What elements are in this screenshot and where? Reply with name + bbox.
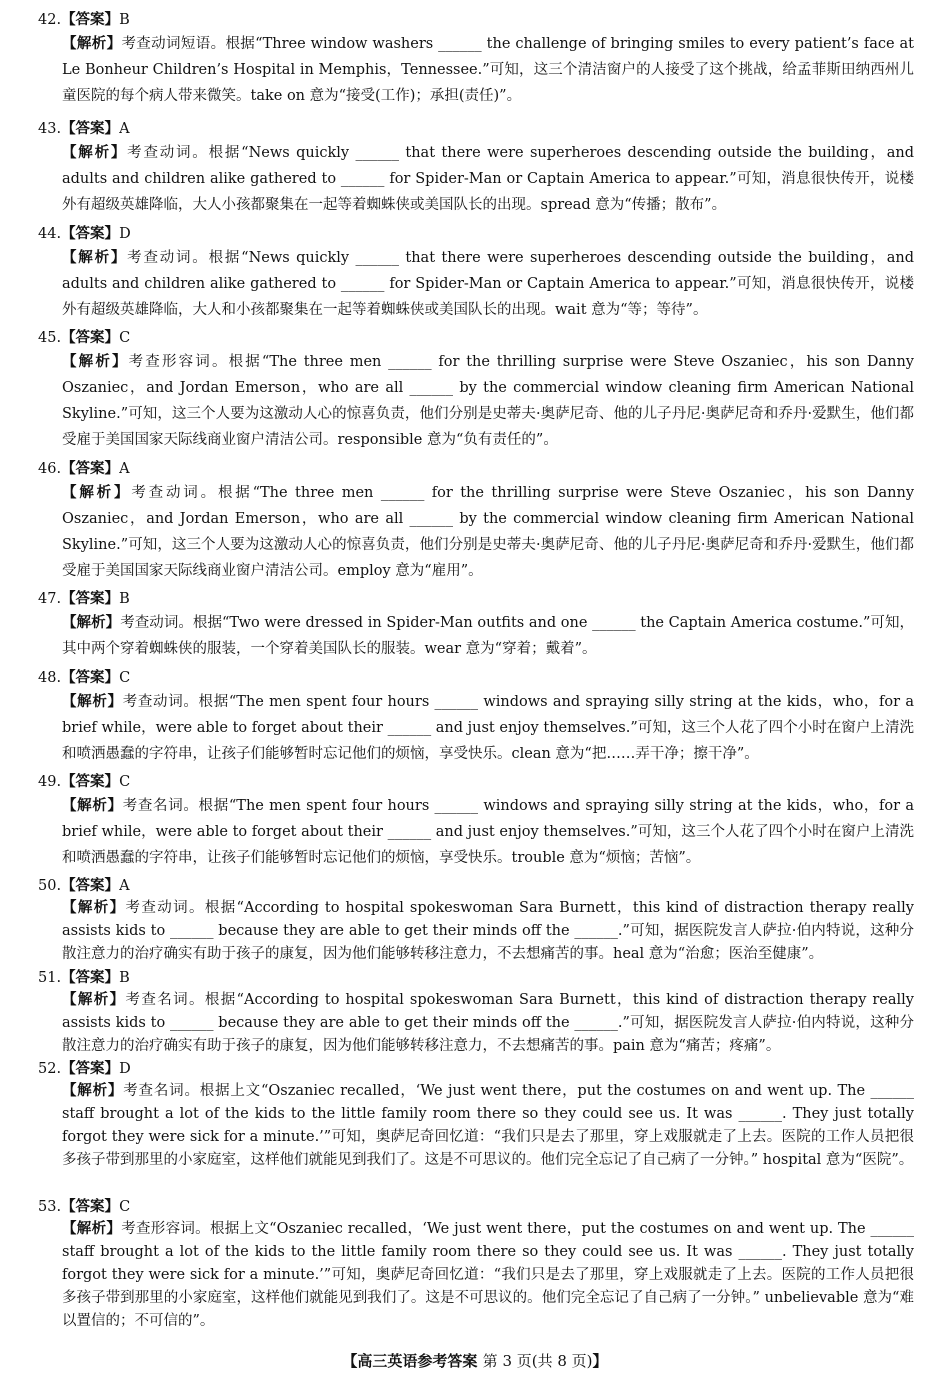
- answer-line: 52.【答案】D: [38, 1061, 131, 1077]
- answer-letter: A: [119, 878, 130, 894]
- explanation: 【解析】考查形容词。根据上文“Oszaniec recalled，‘We just went there，put the costumes on and went up. The ______ staff brought a lot of the kids to the little family room there so they could see us. It was ______. They just totally forgot they were sick for a minute.’”可知，奥萨尼奇回忆道：“我们只是去了那里，穿上戏服就走了上去。医院的工作人员把很多孩子带到那里的小家庭室，这样他们就能见到我们了。这是不可思议的。他们完全忘记了自己病了一分钟。” unbelievable 意为“难以置信的；不可信的”。: [62, 1221, 914, 1329]
- explanation: 【解析】考查名词。根据“According to hospital spokeswoman Sara Burnett，this kind of distraction therapy really assists kids to ______ because they are able to get their minds off the ______.”可知，据医院发言人萨拉·伯内特说，这种分散注意力的治疗确实有助于孩子的康复，因为他们能够转移注意力，不去想痛苦的事。pain 意为“痛苦；疼痛”。: [62, 992, 915, 1054]
- explanation: 【解析】考查动词。根据“News quickly ______ that there were superheroes descending outside the building，and adults and children alike gathered to ______ for Spider-Man or Captain America to appear.”可知，消息很快传开，说楼外有超级英雄降临，大人和小孩都聚集在一起等着蜘蛛侠或美国队长的出现。wait 意为“等；等待”。: [62, 250, 914, 318]
- answer-line: 47.【答案】B: [38, 591, 130, 607]
- footer-close-bracket: 】: [592, 1352, 608, 1370]
- answer-line: 42.【答案】B: [38, 12, 130, 28]
- answer-item-48: [38, 667, 914, 767]
- answer-item-53: [38, 1196, 914, 1333]
- explanation: 【解析】考查名词。根据“The men spent four hours ______ windows and spraying silly string at the kids，who，for a brief while，were able to forget about their ______ and just enjoy themselves.”可知，这三个人花了四个小时在窗户上清洗和喷洒愚蠢的字符串，让孩子们能够暂时忘记他们的烦恼，享受快乐。trouble 意为“烦恼；苦恼”。: [62, 798, 915, 866]
- answer-line: 43.【答案】A: [38, 121, 130, 137]
- answer-item-51: [38, 967, 914, 1058]
- footer-title: 【高三英语参考答案: [342, 1352, 478, 1370]
- answer-item-42: [38, 9, 914, 109]
- answer-letter: C: [119, 774, 131, 790]
- answer-letter: C: [119, 330, 131, 346]
- explanation: 【解析】考查动词。根据“News quickly ______ that there were superheroes descending outside the building，and adults and children alike gathered to ______ for Spider-Man or Captain America to appear.”可知，消息很快传开，说楼外有超级英雄降临，大人小孩都聚集在一起等着蜘蛛侠或美国队长的出现。spread 意为“传播；散布”。: [62, 145, 914, 213]
- answer-letter: A: [119, 121, 130, 137]
- answer-line: 45.【答案】C: [38, 330, 131, 346]
- answer-line: 49.【答案】C: [38, 774, 131, 790]
- answer-item-50: [38, 875, 914, 966]
- answer-letter: B: [119, 12, 130, 28]
- answer-letter: B: [119, 970, 130, 986]
- answer-item-43: [38, 118, 914, 218]
- answer-item-45: [38, 327, 914, 453]
- answer-letter: B: [119, 591, 130, 607]
- answer-line: 48.【答案】C: [38, 670, 131, 686]
- answer-line: 44.【答案】D: [38, 226, 131, 242]
- explanation: 【解析】考查动词短语。根据“Three window washers ______ the challenge of bringing smiles to every patient’s face at Le Bonheur Children’s Hospital in Memphis，Tennessee.”可知，这三个清洁窗户的人接受了这个挑战，给孟菲斯田纳西州儿童医院的每个病人带来微笑。take on 意为“接受(工作)；承担(责任)”。: [62, 36, 914, 104]
- answer-line: 51.【答案】B: [38, 970, 130, 986]
- explanation: 【解析】考查动词。根据“The men spent four hours ______ windows and spraying silly string at the kids，who，for a brief while，were able to forget about their ______ and just enjoy themselves.”可知，这三个人花了四个小时在窗户上清洗和喷洒愚蠢的字符串，让孩子们能够暂时忘记他们的烦恼，享受快乐。clean 意为“把……弄干净；擦干净”。: [62, 694, 915, 762]
- explanation: 【解析】考查动词。根据“According to hospital spokeswoman Sara Burnett，this kind of distraction therapy really assists kids to ______ because they are able to get their minds off the ______.”可知，据医院发言人萨拉·伯内特说，这种分散注意力的治疗确实有助于孩子的康复，因为他们能够转移注意力，不去想痛苦的事。heal 意为“治愈；医治至健康”。: [62, 900, 915, 962]
- answer-line: 46.【答案】A: [38, 461, 130, 477]
- answer-letter: A: [119, 461, 130, 477]
- answer-item-52: [38, 1058, 914, 1172]
- answer-line: 53.【答案】C: [38, 1199, 131, 1215]
- explanation: 【解析】考查形容词。根据“The three men ______ for the thrilling surprise were Steve Oszaniec，his son Danny Oszaniec，and Jordan Emerson，who are all ______ by the commercial window cleaning firm American National Skyline.”可知，这三个人要为这激动人心的惊喜负责，他们分别是史蒂夫·奥萨尼奇、他的儿子丹尼·奥萨尼奇和乔丹·爱默生，他们都受雇于美国国家天际线商业窗户清洁公司。responsible 意为“负有责任的”。: [62, 354, 914, 448]
- answer-letter: C: [119, 1199, 131, 1215]
- answer-item-47: [38, 588, 914, 662]
- explanation: 【解析】考查动词。根据“The three men ______ for the thrilling surprise were Steve Oszaniec，his son Danny Oszaniec，and Jordan Emerson，who are all ______ by the commercial window cleaning firm American National Skyline.”可知，这三个人要为这激动人心的惊喜负责，他们分别是史蒂夫·奥萨尼奇、他的儿子丹尼·奥萨尼奇和乔丹·爱默生，他们都受雇于美国国家天际线商业窗户清洁公司。employ 意为“雇用”。: [62, 485, 915, 579]
- explanation: 【解析】考查动词。根据“Two were dressed in Spider-Man outfits and one ______ the Captain America costume.”可知，其中两个穿着蜘蛛侠的服装，一个穿着美国队长的服装。wear 意为“穿着；戴着”。: [62, 615, 915, 657]
- answer-item-49: [38, 771, 914, 871]
- answer-item-46: [38, 458, 914, 584]
- answer-letter: C: [119, 670, 131, 686]
- page-number: 第 3 页(共 8 页): [482, 1352, 593, 1370]
- answer-letter: D: [119, 1061, 131, 1077]
- explanation: 【解析】考查名词。根据上文“Oszaniec recalled，‘We just went there，put the costumes on and went up. The ______ staff brought a lot of the kids to the little family room there so they could see us. It was ______. They just totally forgot they were sick for a minute.’”可知，奥萨尼奇回忆道：“我们只是去了那里，穿上戏服就走了上去。医院的工作人员把很多孩子带到那里的小家庭室，这样他们就能见到我们了。这是不可思议的。他们完全忘记了自己病了一分钟。” hospital 意为“医院”。: [62, 1083, 914, 1168]
- page-footer: [0, 1350, 950, 1371]
- answer-line: 50.【答案】A: [38, 878, 130, 894]
- answer-item-44: [38, 223, 914, 323]
- answer-letter: D: [119, 226, 131, 242]
